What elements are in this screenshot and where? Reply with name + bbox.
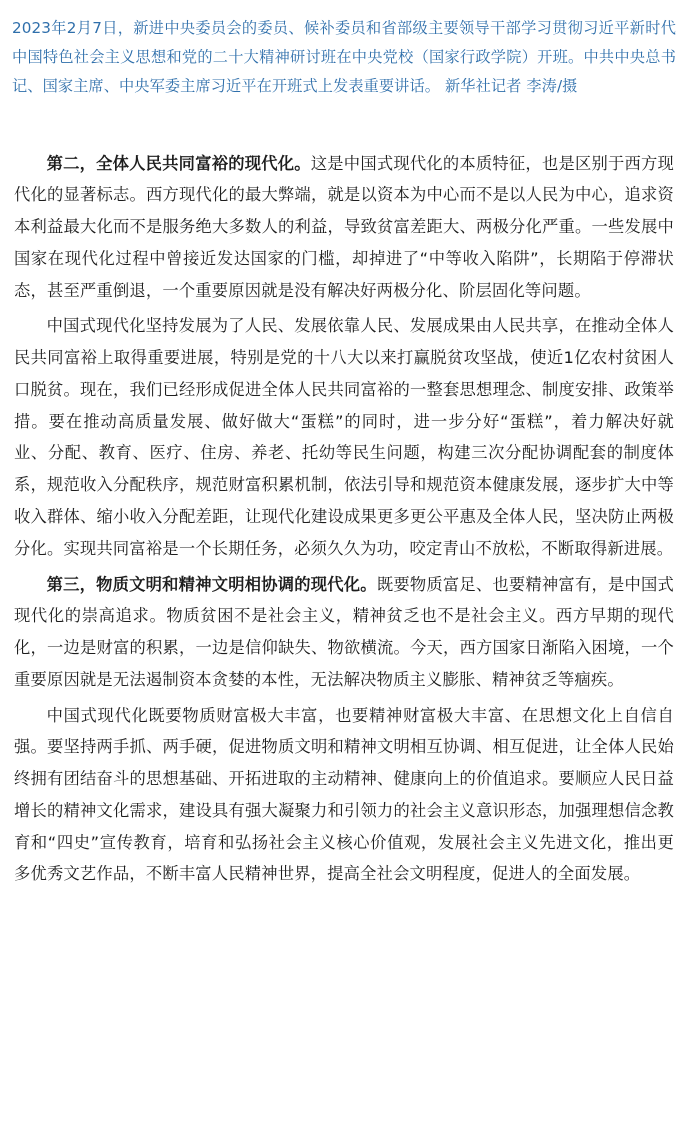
paragraph-2: [14, 310, 674, 564]
paragraph-3: [14, 569, 674, 696]
caption-credit: 新华社记者 李涛/摄: [445, 77, 578, 96]
article-body: [0, 148, 688, 905]
paragraph-3-lead: 第三，物质文明和精神文明相协调的现代化。: [46, 574, 377, 594]
caption-body-spacer: [0, 102, 688, 148]
paragraph-2-text: 中国式现代化坚持发展为了人民、发展依靠人民、发展成果由人民共享，在推动全体人民共同富裕上取得重要进展，特别是党的十八大以来打赢脱贫攻坚战，使近1亿农村贫困人口脱贫。现在，我们已经形成促进全体人民共同富裕的一整套思想理念、制度安排、政策举措。要在推动高质量发展、做好做大“蛋糕”的同时，进一步分好“蛋糕”，着力解决好就业、分配、教育、医疗、住房、养老、托幼等民生问题，构建三次分配协调配套的制度体系，规范收入分配秩序，规范财富积累机制，依法引导和规范资本健康发展，逐步扩大中等收入群体、缩小收入分配差距，让现代化建设成果更多更公平惠及全体人民，坚决防止两极分化。实现共同富裕是一个长期任务，必须久久为功，咬定青山不放松，不断取得新进展。: [14, 316, 674, 558]
paragraph-1-lead: 第二，全体人民共同富裕的现代化。: [46, 153, 311, 173]
paragraph-1-text: 这是中国式现代化的本质特征，也是区别于西方现代化的显著标志。西方现代化的最大弊端，就是以资本为中心而不是以人民为中心，追求资本利益最大化而不是服务绝大多数人的利益，导致贫富差距大、两极分化严重。一些发展中国家在现代化过程中曾接近发达国家的门槛，却掉进了“中等收入陷阱”，长期陷于停滞状态，甚至严重倒退，一个重要原因就是没有解决好两极分化、阶层固化等问题。: [14, 153, 675, 300]
caption-text: 2023年2月7日，新进中央委员会的委员、候补委员和省部级主要领导干部学习贯彻习近平新时代中国特色社会主义思想和党的二十大精神研讨班在中央党校（国家行政学院）开班。中共中央总书记、国家主席、中央军委主席习近平在开班式上发表重要讲话。: [12, 19, 676, 96]
photo-caption: [0, 0, 688, 102]
paragraph-3-text: 既要物质富足、也要精神富有，是中国式现代化的崇高追求。物质贫困不是社会主义，精神贫乏也不是社会主义。西方早期的现代化，一边是财富的积累，一边是信仰缺失、物欲横流。今天，西方国家日渐陷入困境，一个重要原因就是无法遏制资本贪婪的本性，无法解决物质主义膨胀、精神贫乏等痼疾。: [14, 574, 674, 689]
paragraph-4: [14, 700, 674, 891]
paragraph-1: [14, 148, 674, 307]
paragraph-4-text: 中国式现代化既要物质财富极大丰富，也要精神财富极大丰富、在思想文化上自信自强。要坚持两手抓、两手硬，促进物质文明和精神文明相互协调、相互促进，让全体人民始终拥有团结奋斗的思想基础、开拓进取的主动精神、健康向上的价值追求。要顺应人民日益增长的精神文化需求，建设具有强大凝聚力和引领力的社会主义意识形态，加强理想信念教育和“四史”宣传教育，培育和弘扬社会主义核心价值观，发展社会主义先进文化，推出更多优秀文艺作品，不断丰富人民精神世界，提高全社会文明程度，促进人的全面发展。: [14, 705, 674, 884]
